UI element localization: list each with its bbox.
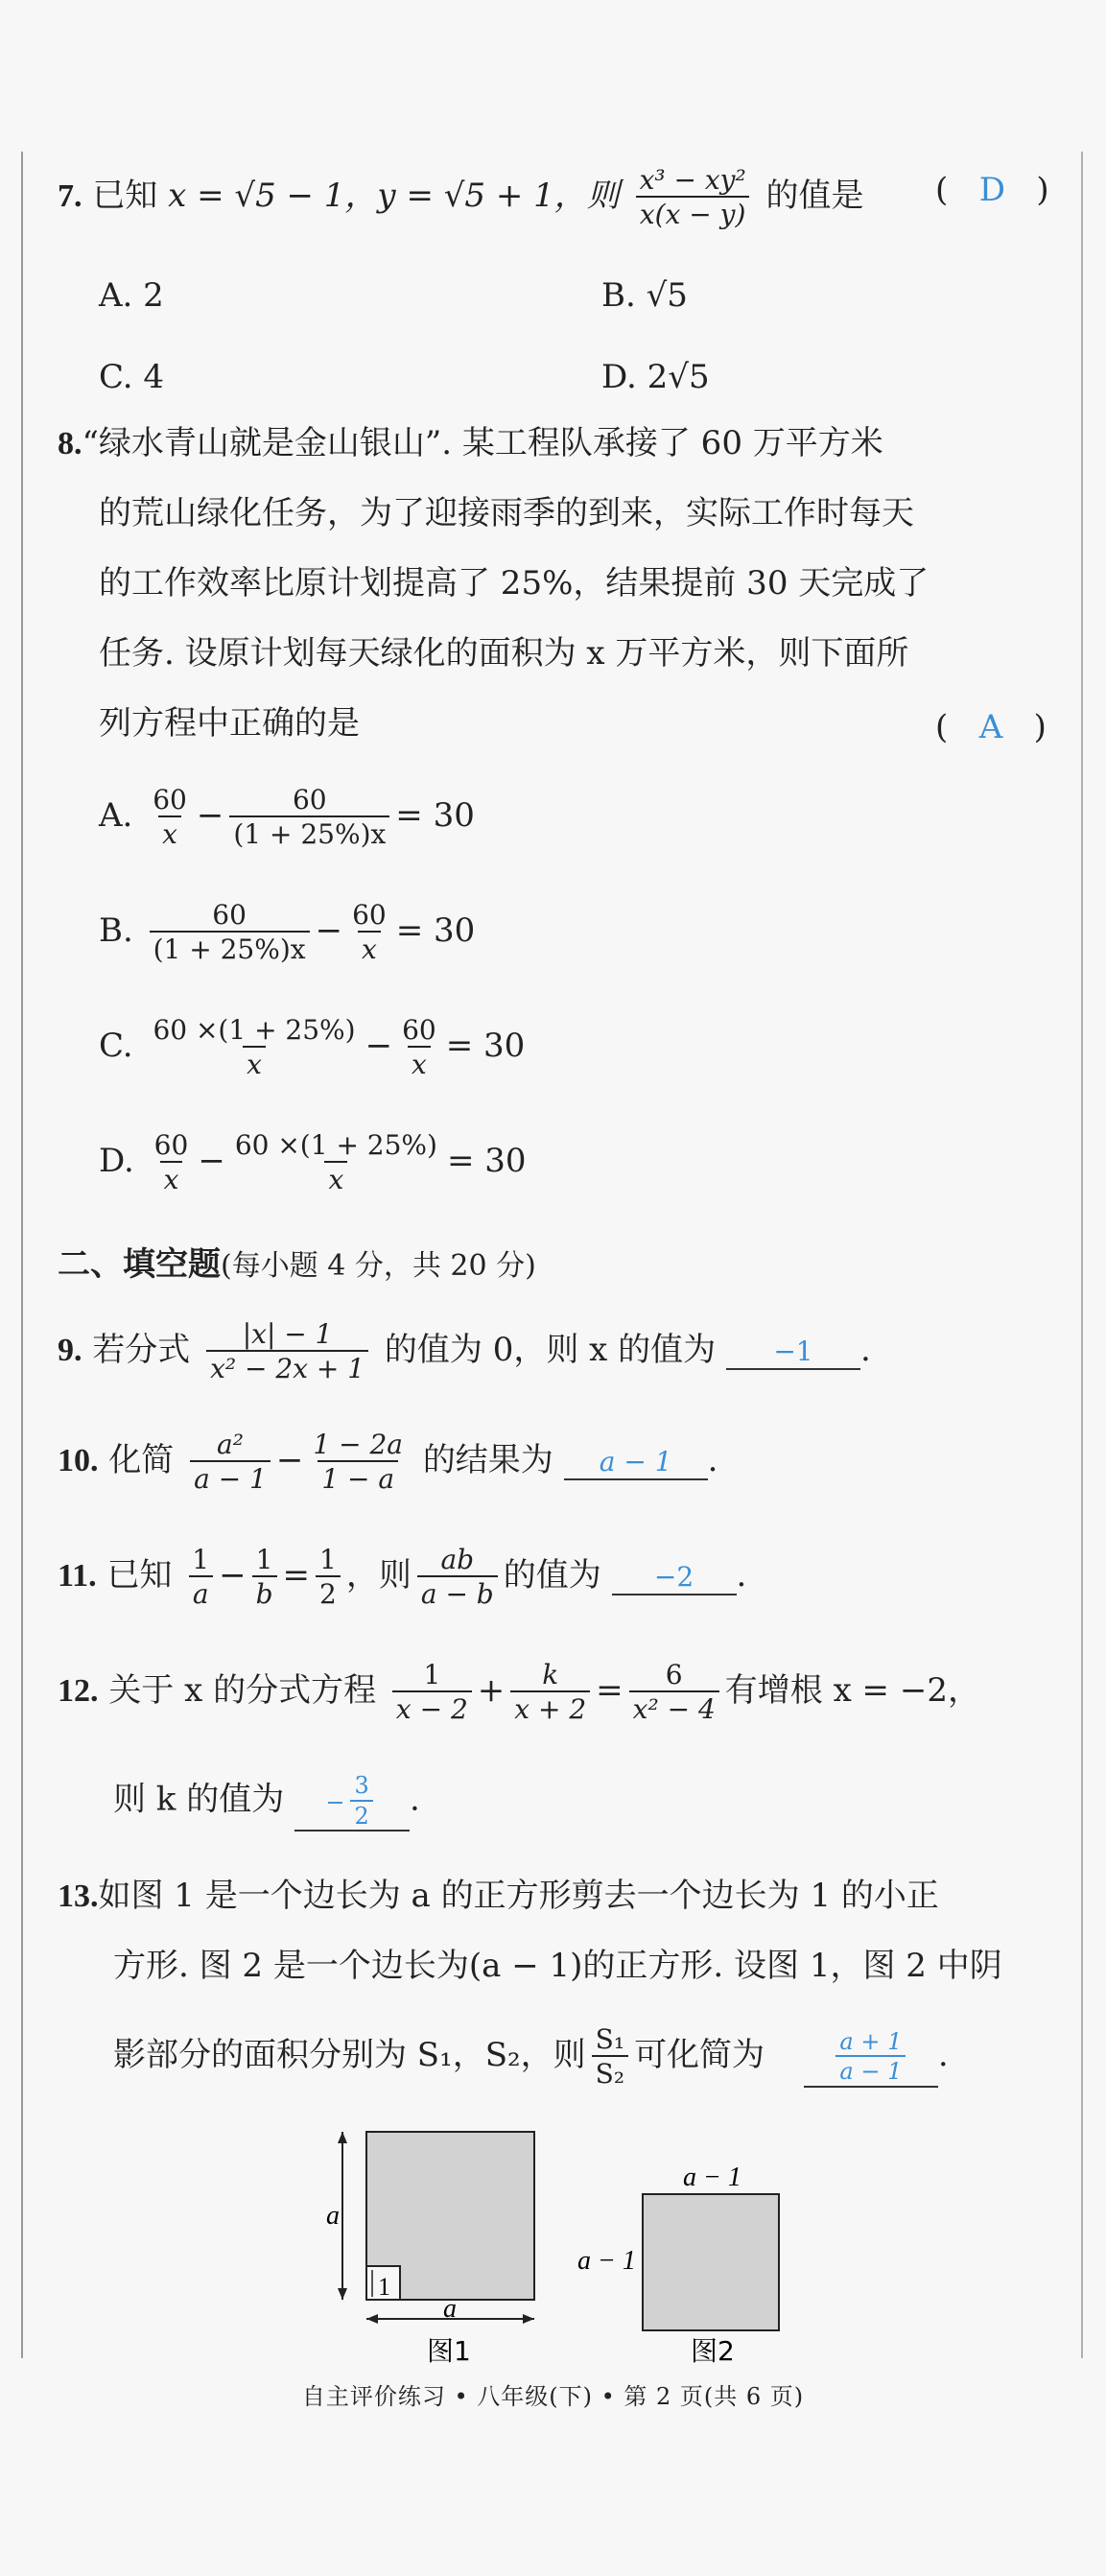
question-line: 方形. 图 2 是一个边长为(a − 1)的正方形. 设图 1，图 2 中阴 bbox=[113, 1947, 1002, 1985]
question-10: 10. 化简 $\frac{\text{a²}}{a - 1}$ − $\frac{1 - 2a}{1 - a}$ 的结果为 a − 1 . bbox=[58, 1429, 718, 1496]
question-line: 8.“绿水青山就是金山银山”. 某工程队承接了 60 万平方米 bbox=[58, 424, 883, 462]
question-text: 已知 bbox=[92, 177, 158, 216]
caption-fig2: 图2 bbox=[691, 2335, 735, 2367]
question-text: 的值是 bbox=[765, 177, 864, 216]
question-12-line2: 则 k 的值为 − $\frac{3}{2}$ . bbox=[113, 1773, 420, 1832]
answer-choice: A bbox=[978, 708, 1003, 746]
answer-choice: D bbox=[978, 171, 1005, 209]
answer-blank: −2 bbox=[612, 1561, 737, 1595]
label-top: a − 1 bbox=[683, 2162, 741, 2192]
square-a-minus-1 bbox=[643, 2194, 779, 2330]
answer-bracket: ( D ) bbox=[935, 171, 1049, 209]
question-line: 任务. 设原计划每天绿化的面积为 x 万平方米，则下面所 bbox=[99, 634, 909, 673]
answer-blank: − $\frac{3}{2}$ bbox=[294, 1773, 410, 1832]
answer-blank: −1 bbox=[726, 1335, 860, 1370]
figure-2 bbox=[577, 2162, 779, 2367]
question-line: 的工作效率比原计划提高了 25%，结果提前 30 天完成了 bbox=[99, 564, 930, 603]
option-d: D. 2√5 bbox=[601, 358, 710, 396]
question-9: 9. 若分式 $\frac{|x| - 1}{\text{x² − 2x + 1}}$ 的值为 0，则 x 的值为 −1 . bbox=[58, 1318, 871, 1385]
question-11: 11. 已知 $\frac{1}{a}$ − $\frac{1}{b}$ = $\frac{1}{2}$ ，则 $\frac{ab}{a - b}$ 的值为 −2 . bbox=[58, 1544, 747, 1611]
right-margin-rule bbox=[1081, 152, 1083, 2358]
option-a: A. 2 bbox=[99, 276, 164, 315]
answer-bracket: ( A ) bbox=[935, 708, 1047, 746]
left-margin-rule bbox=[21, 152, 23, 2358]
answer-blank: a − 1 bbox=[564, 1446, 708, 1480]
q8-option-d: D. $\frac{60}{x}$ − $\frac{60 \times(1 + 25\%)}{x}$ = 30 bbox=[99, 1129, 527, 1196]
option-c: C. 4 bbox=[99, 358, 165, 396]
caption-fig1: 图1 bbox=[427, 2335, 471, 2367]
section-heading: 二、填空题(每小题 4 分，共 20 分) bbox=[58, 1245, 536, 1284]
question-8 bbox=[58, 409, 1060, 759]
question-13 bbox=[58, 1861, 1060, 2001]
label-a-bottom: a bbox=[443, 2294, 457, 2324]
question-condition: x = √5 − 1，y = √5 + 1，则 bbox=[168, 177, 620, 216]
question-12: 12. 关于 x 的分式方程 $\frac{1}{x - 2}$ + $\frac{k}{x + 2}$ = $\frac{6}{\text{x² − 4}}$ 有增根 x = −2， bbox=[58, 1659, 980, 1726]
label-a-left: a bbox=[326, 2201, 340, 2231]
question-line: 列方程中正确的是 bbox=[99, 704, 360, 743]
label-1: 1 bbox=[378, 2273, 390, 2301]
q8-option-b: B. $\frac{60}{(1 + 25\%)x}$ − $\frac{60}{x}$ = 30 bbox=[99, 899, 476, 966]
figure-squares bbox=[317, 2120, 815, 2379]
question-line: 13.如图 1 是一个边长为 a 的正方形剪去一个边长为 1 的小正 bbox=[58, 1877, 939, 1915]
q8-option-c: C. $\frac{60 \times(1 + 25\%)}{x}$ − $\frac{60}{x}$ = 30 bbox=[99, 1014, 526, 1081]
fraction: $\frac{\text{x³ − xy²}}{x(x - y)}$ bbox=[636, 165, 750, 230]
page-footer: 自主评价练习 • 八年级(下) • 第 2 页(共 6 页) bbox=[301, 2383, 805, 2410]
question-number: 7. bbox=[58, 178, 82, 215]
label-left: a − 1 bbox=[577, 2246, 636, 2276]
question-13-line3: 影部分的面积分别为 S₁，S₂，则 $\frac{\text{S₁}}{\text{S₂}}$ 可化简为 $\frac{a + 1}{a - 1}$ . bbox=[113, 2023, 949, 2091]
question-7 bbox=[58, 165, 864, 230]
figure-1 bbox=[326, 2132, 534, 2367]
question-line: 的荒山绿化任务，为了迎接雨季的到来，实际工作时每天 bbox=[99, 494, 914, 532]
q8-option-a: A. $\frac{60}{x}$ − $\frac{60}{(1 + 25\%)x}$ = 30 bbox=[99, 784, 475, 851]
answer-blank: $\frac{a + 1}{a - 1}$ bbox=[804, 2029, 938, 2088]
option-b: B. √5 bbox=[601, 276, 688, 315]
